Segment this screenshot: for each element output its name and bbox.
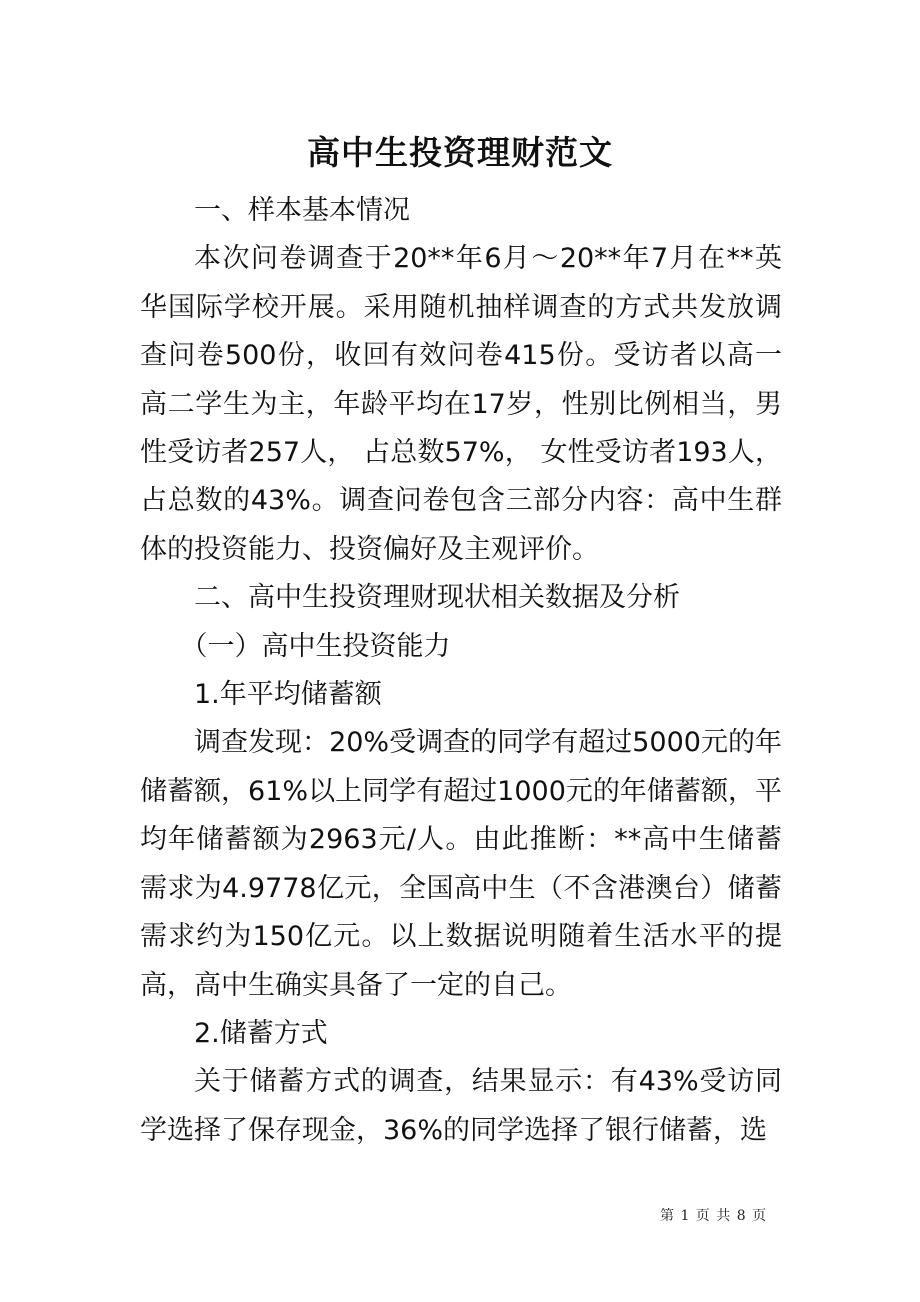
item-heading-savings-method: 2.储蓄方式: [194, 1017, 328, 1049]
document-body: [140, 187, 782, 1155]
paragraph-survey-overview: 本次问卷调查于20**年6月～20**年7月在**英华国际学校开展。采用随机抽样调查的方式共发放调查问卷500份，收回有效问卷415份。受访者以高一高二学生为主，年龄平均在17岁，性别比例相当，男性受访者257人， 占总数57%， 女性受访者193人，占总数的43%。调查问卷包含三部分内容：高中生群体的投资能力、投资偏好及主观评价。: [140, 243, 782, 565]
page-number: 第 1 页 共 8 页: [660, 1208, 767, 1224]
document-title: 高中生投资理财范文: [307, 133, 613, 172]
section-heading-sample: 一、样本基本情况: [194, 195, 410, 226]
paragraph-savings-method: 关于储蓄方式的调查，结果显示：有43%受访同学选择了保存现金，36%的同学选择了银行储蓄，选: [140, 1066, 782, 1146]
subsection-heading-ability: （一）高中生投资能力: [180, 630, 451, 662]
section-heading-status: 二、高中生投资理财现状相关数据及分析: [194, 582, 680, 614]
item-heading-annual-savings: 1.年平均储蓄额: [194, 679, 382, 711]
paragraph-annual-savings: 调查发现：20%受调查的同学有超过5000元的年储蓄额，61%以上同学有超过1000元的年储蓄额，平均年储蓄额为2963元/人。由此推断：**高中生储蓄需求为4.9778亿元，全国高中生（不含港澳台）储蓄需求约为150亿元。以上数据说明随着生活水平的提高，高中生确实具备了一定的自己。: [140, 727, 782, 1001]
